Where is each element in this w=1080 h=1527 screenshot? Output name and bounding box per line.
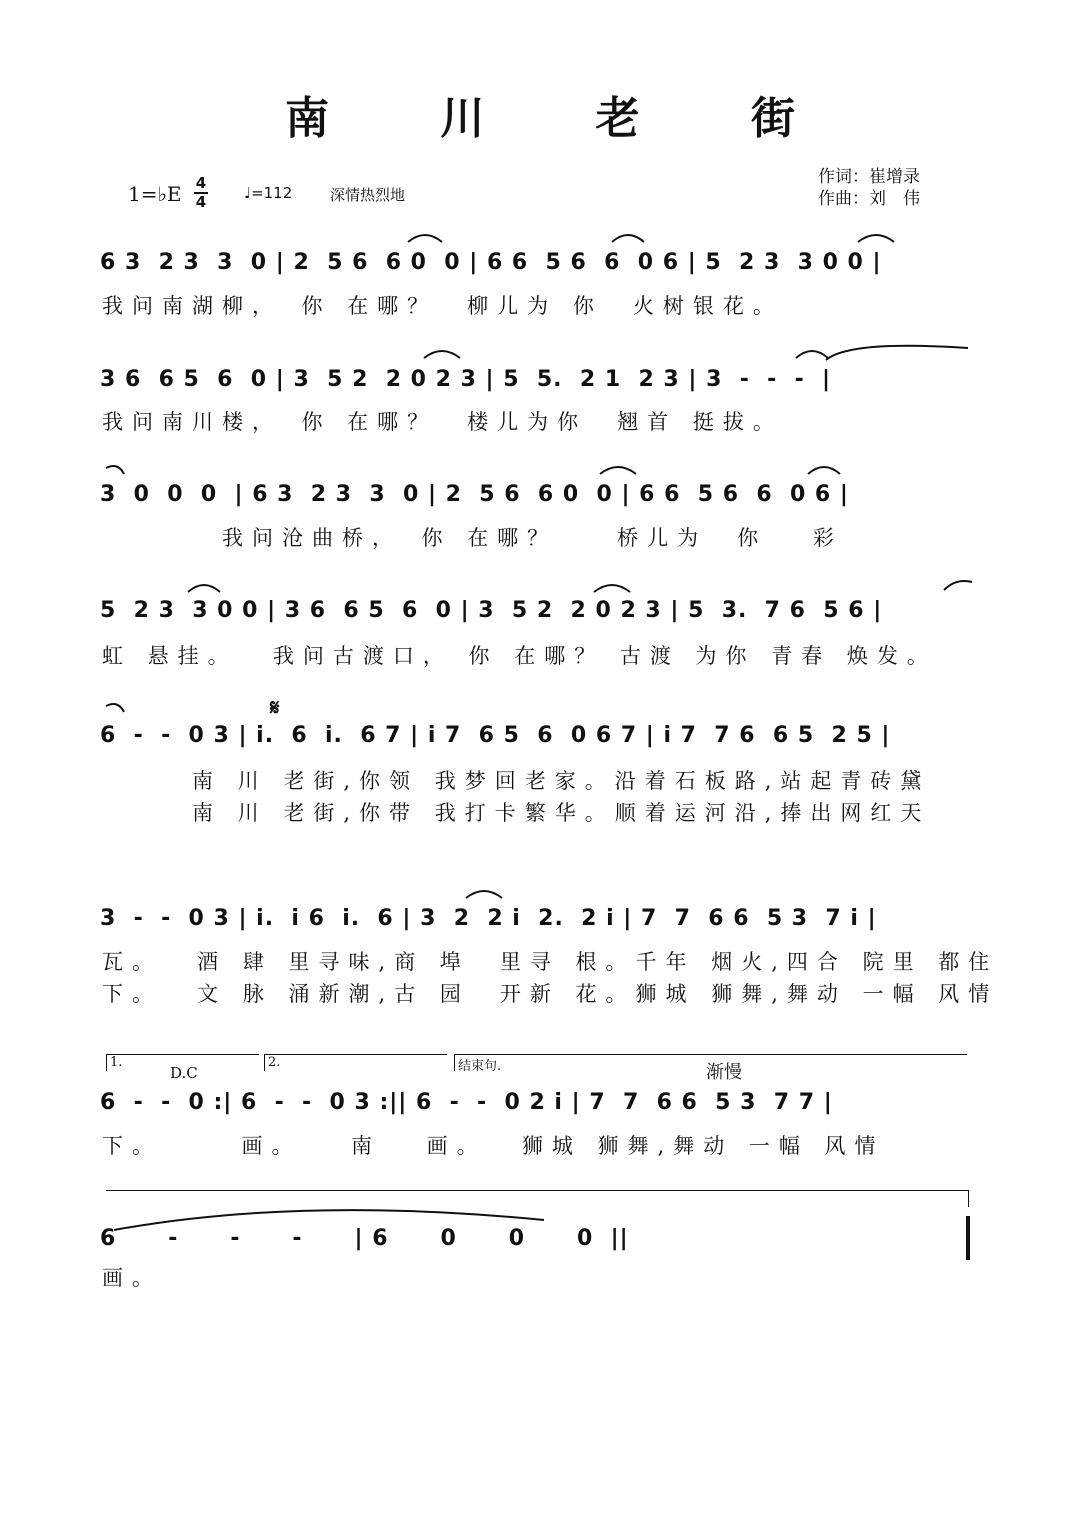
- notation-row-2: 3 6 6 5 6 0 | 3 5 2 2 0 2 3 | 5 5. 2 1 2 3 | 3 - - - |: [100, 367, 832, 392]
- segno-sign: 𝄋: [270, 696, 280, 721]
- slur: [796, 351, 828, 358]
- notation-row-6: 3 - - 0 3 | i. i 6 i. 6 | 3 2 2 i 2. 2 i | 7 7 6 6 5 3 7 i |: [100, 906, 877, 931]
- time-top: 4: [195, 174, 207, 192]
- slur: [600, 467, 636, 474]
- lyrics-row-5-verse-1: 南 川 老街,你领 我梦回老家。沿着石板路,站起青砖黛: [102, 769, 931, 793]
- lyrics-row-8: 画。: [102, 1266, 162, 1290]
- song-title: 南 川 老 街: [285, 93, 843, 144]
- lyrics-row-7: 下。 画。 南 画。 狮城 狮舞,舞动 一幅 风情: [102, 1134, 885, 1158]
- lyrics-row-1: 我问南湖柳， 你 在哪？ 柳儿为 你 火树银花。: [102, 294, 783, 318]
- lyrics-row-5-verse-2: 南 川 老街,你带 我打卡繁华。顺着运河沿,捧出网红天: [102, 801, 931, 825]
- ending-label: 结束句.: [458, 1059, 502, 1074]
- notation-row-5: 6 - - 0 3 | i. 6 i. 6 7 | i 7 6 5 6 0 6 7 | i 7 7 6 6 5 2 5 |: [100, 723, 891, 748]
- slur: [114, 1210, 544, 1230]
- ritardando-mark: 渐慢: [706, 1062, 742, 1083]
- notation-row-1: 6 3 2 3 3 0 | 2 5 6 6 0 0 | 6 6 5 6 6 0 6 | 5 2 3 3 0 0 |: [100, 250, 882, 275]
- slur: [826, 346, 968, 360]
- key-signature: 1=♭E: [128, 182, 182, 206]
- slur: [408, 235, 442, 242]
- notation-row-7: 6 - - 0 :| 6 - - 0 3 :|| 6 - - 0 2 i | 7 7 6 6 5 3 7 7 |: [100, 1090, 833, 1115]
- notation-row-3: 3 0 0 0 | 6 3 2 3 3 0 | 2 5 6 6 0 0 | 6 6 5 6 6 0 6 |: [100, 482, 849, 507]
- lyrics-row-6-verse-1: 瓦。 酒 肆 里寻味,商 埠 里寻 根。千年 烟火,四合 院里 都住: [102, 950, 999, 974]
- lyrics-row-4: 虹 悬挂。 我问古渡口， 你 在哪？ 古渡 为你 青春 焕发。: [102, 644, 937, 668]
- slur: [612, 235, 644, 242]
- slur: [188, 585, 220, 592]
- lyricist-credit: 作词：崔增录: [818, 167, 920, 187]
- lyrics-row-2: 我问南川楼， 你 在哪？ 楼儿为你 翘首 挺拔。: [102, 410, 783, 434]
- tempo-mark: ♩=112: [244, 184, 293, 202]
- lyrics-row-6-verse-2: 下。 文 脉 涌新潮,古 园 开新 花。狮城 狮舞,舞动 一幅 风情: [102, 982, 999, 1006]
- slur: [808, 467, 840, 474]
- slur: [466, 891, 502, 898]
- notation-row-8: 6 - - - | 6 0 0 0 ||: [100, 1226, 629, 1251]
- slur: [944, 581, 972, 590]
- slur: [106, 704, 124, 712]
- time-bottom: 4: [195, 193, 207, 211]
- dc-mark: D.C: [170, 1064, 198, 1082]
- slur: [594, 585, 630, 592]
- composer-credit: 作曲：刘 伟: [818, 189, 920, 209]
- volta-1-label: 1.: [110, 1055, 123, 1070]
- slur: [106, 466, 124, 474]
- lyrics-row-3: 我问沧曲桥， 你 在哪？ 桥儿为 你 彩: [102, 526, 843, 550]
- volta-2-label: 2.: [268, 1055, 281, 1070]
- slur: [424, 351, 460, 358]
- notation-row-4: 5 2 3 3 0 0 | 3 6 6 5 6 0 | 3 5 2 2 0 2 3 | 5 3. 7 6 5 6 |: [100, 598, 883, 623]
- mood-mark: 深情热烈地: [330, 186, 406, 204]
- slur: [858, 235, 894, 242]
